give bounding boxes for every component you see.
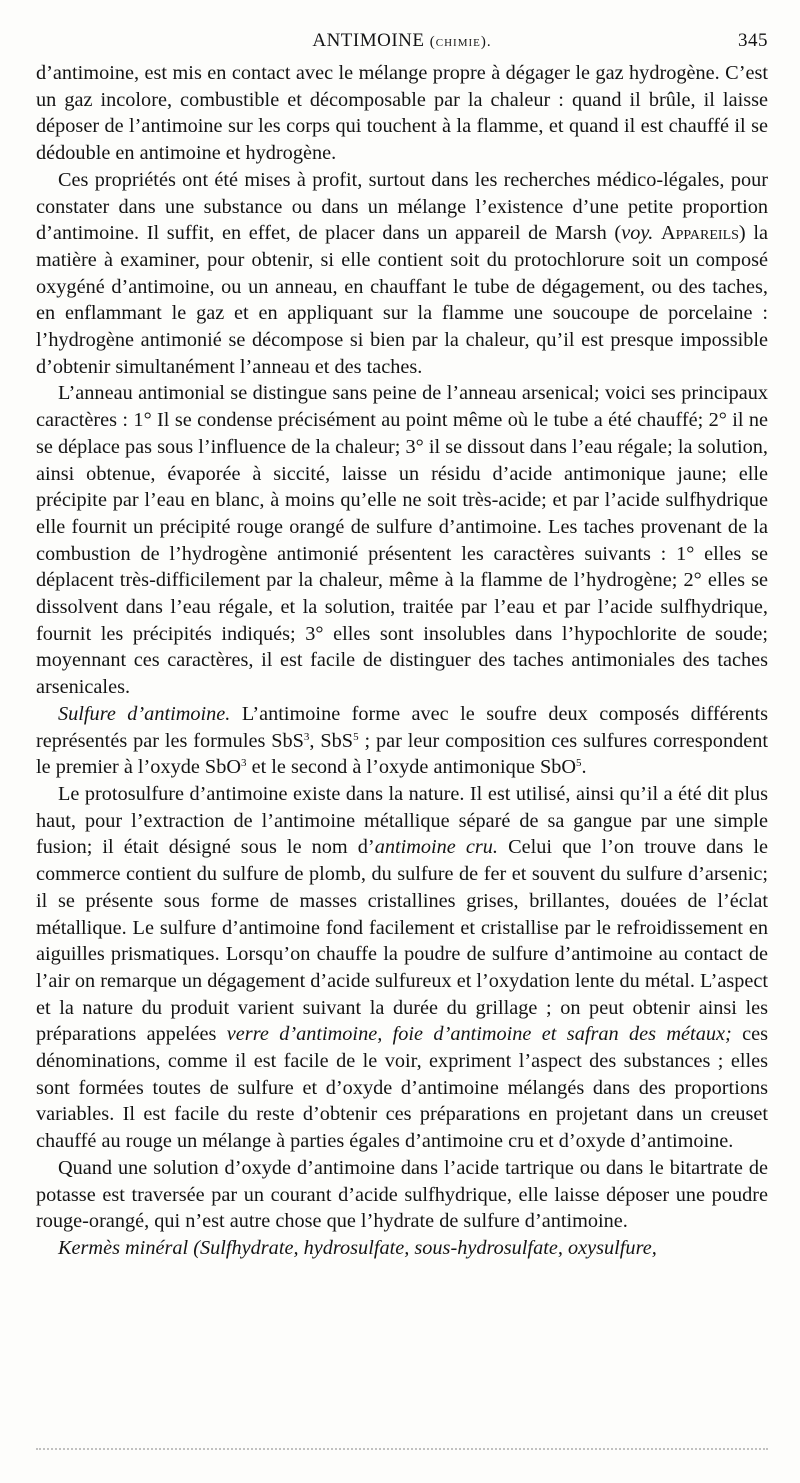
- paragraph-5: Le protosulfure d’antimoine existe dans la nature. Il est utilisé, ainsi qu’il a été dit plus haut, pour l’extraction de l’antimoine métallique séparé de sa gangue par une simple fusion; il était désigné sous le nom d’antimoine cru. Celui que l’on trouve dans le commerce contient du sulfure de plomb, du sulfure de fer et souvent du sulfure d’arsenic; il se présente sous forme de masses cristallines grises, brillantes, douées de l’éclat métallique. Le sulfure d’antimoine fond facilement et cristallise par le refroidissement en aiguilles prismatiques. Lorsqu’on chauffe la poudre de sulfure d’antimoine au contact de l’air on remarque un dégagement d’acide sulfureux et l’oxydation lente du métal. L’aspect et la nature du produit varient suivant la durée du grillage ; on peut obtenir ainsi les préparations appelées verre d’antimoine, foie d’antimoine et safran des métaux; ces dénominations, comme il est facile de le voir, expriment l’aspect des substances ; elles sont formées toutes de sulfure et d’oxyde d’antimoine mélangés dans des proportions variables. Il est facile du reste d’obtenir ces préparations en projetant dans un creuset chauffé au rouge un mélange à parties égales d’antimoine cru et d’oxyde d’antimoine.: [36, 782, 768, 1153]
- cross-reference: Appareils: [660, 222, 739, 245]
- running-head: [36, 30, 768, 60]
- running-title-sub: (chimie).: [429, 34, 492, 50]
- paragraph-4: Sulfure d’antimoine. L’antimoine forme avec le soufre deux composés différents représentés par les formules SbS$^3$, SbS$^5$ ; par leur composition ces sulfures correspondent le premier à l’oxyde SbO$^3$ et le second à l’oxyde antimonique SbO$^5$.: [36, 702, 769, 779]
- running-title-main: ANTIMOINE: [312, 30, 425, 51]
- section-heading-sulfure: Sulfure d’antimoine.: [58, 702, 231, 725]
- page-number: 345: [738, 30, 768, 51]
- term-preparations: verre d’antimoine, foie d’antimoine et safran des métaux;: [226, 1023, 732, 1046]
- paragraph-6: Quand une solution d’oxyde d’antimoine dans l’acide tartrique ou dans le bitartrate de potasse est traversée par un courant d’acide sulfhydrique, elle laisse déposer une poudre rouge-orangé, qui n’est autre chose que l’hydrate de sulfure d’antimoine.: [36, 1156, 768, 1233]
- section-heading-kermes: Kermès minéral: [58, 1236, 189, 1259]
- paragraph-7: Kermès minéral (Sulfhydrate, hydrosulfate, sous-hydrosulfate, oxysulfure,: [58, 1236, 657, 1259]
- paragraph-2: Ces propriétés ont été mises à profit, surtout dans les recherches médico-légales, pour constater dans une substance ou dans un mélange l’existence d’une petite proportion d’antimoine. Il suffit, en effet, de placer dans un appareil de Marsh (voy. Appareils) la matière à examiner, pour obtenir, si elle contient soit du protochlorure soit un composé oxygéné d’antimoine, ou un anneau, en chauffant le tube de dégagement, ou des taches, en enflammant le gaz et en appliquant sur la flamme une soucoupe de porcelaine : l’hydrogène antimonié se décompose si bien par la chaleur, qu’il est presque impossible d’obtenir simultanément l’anneau et des taches.: [36, 168, 768, 378]
- body-text: [36, 60, 768, 1262]
- running-title: [36, 30, 768, 52]
- paragraph-1: d’antimoine, est mis en contact avec le mélange propre à dégager le gaz hydrogène. C’est un gaz incolore, combustible et décomposable par la chaleur : quand il brûle, il laisse déposer de l’antimoine sur les corps qui touchent à la flamme, et quand il est chauffé il se dédouble en antimoine et hydrogène.: [36, 62, 768, 165]
- paragraph-3: L’anneau antimonial se distingue sans peine de l’anneau arsenical; voici ses principaux caractères : 1° Il se condense précisément au point même où le tube a été chauffé; 2° il ne se déplace pas sous l’influence de la chaleur; 3° il se dissout dans l’eau régale; la solution, ainsi obtenue, évaporée à siccité, laisse un résidu d’acide antimonique jaune; elle précipite par l’eau en blanc, à moins qu’elle ne soit très-acide; et par l’acide sulfhydrique elle fournit un précipité rouge orangé de sulfure d’antimoine. Les taches provenant de la combustion de l’hydrogène antimonié présentent les caractères suivants : 1° elles se déplacent très-difficilement par la chaleur, même à la flamme de l’hydrogène; 2° elles se dissolvent dans l’eau régale, et la solution, traitée par l’eau et par l’acide sulfhydrique, fournit les précipités indiqués; 3° elles sont insolubles dans l’hypochlorite de soude; moyennant ces caractères, il est facile de distinguer des taches antimoniales des taches arsenicales.: [36, 382, 768, 699]
- footer-rule: [36, 1448, 768, 1450]
- voy-abbrev: voy.: [621, 222, 654, 245]
- term-antimoine-cru: antimoine cru.: [374, 836, 498, 859]
